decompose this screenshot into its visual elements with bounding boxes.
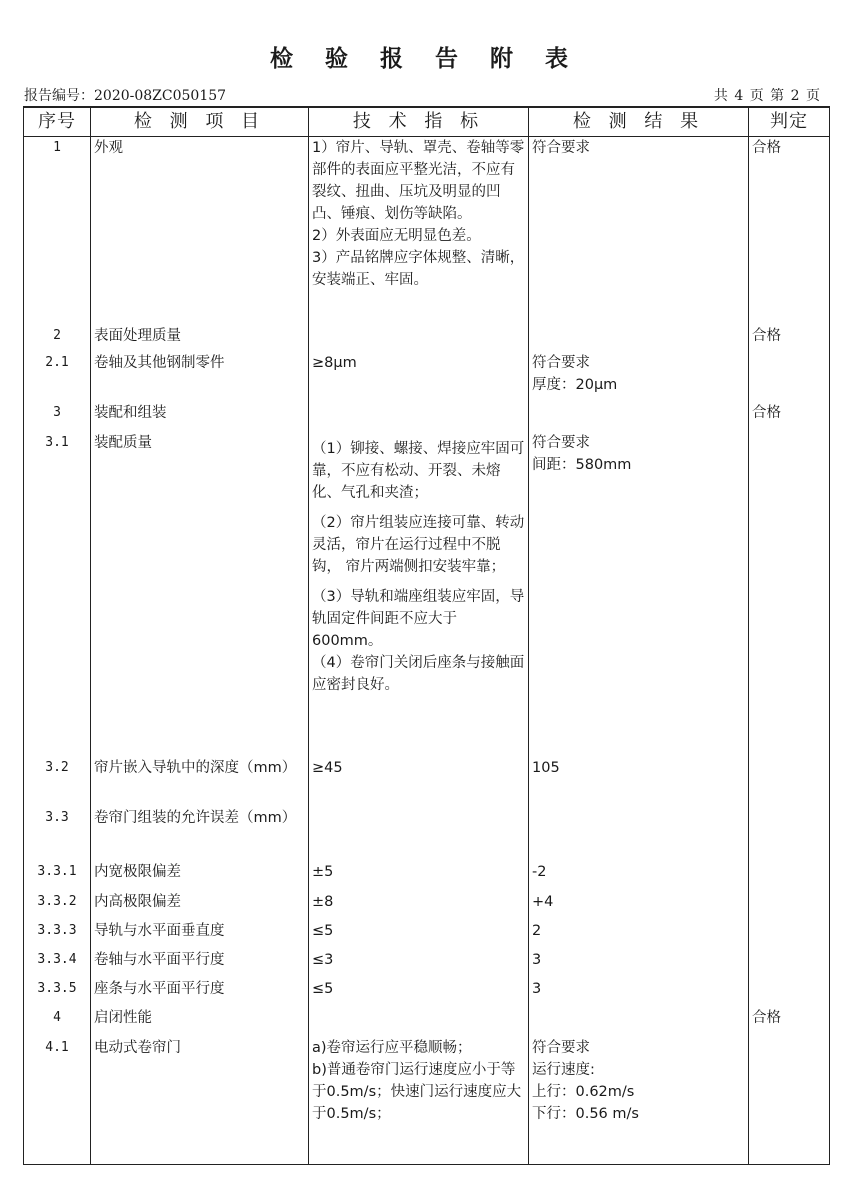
header-result: 检 测 结 果 [529,107,749,137]
header-spec: 技 术 指 标 [309,107,529,137]
row-item: 卷轴与水平面平行度 [91,949,309,978]
row-verdict: 合格 [749,137,830,325]
result-line: 符合要求 [532,354,590,371]
row-item: 帘片嵌入导轨中的深度（mm） [91,757,309,807]
row-item: 内高极限偏差 [91,891,309,920]
row-spec [309,861,529,891]
row-spec [309,352,529,402]
row-number: 3.2 [24,757,91,807]
row-number: 3 [24,402,91,432]
row-item: 卷帘门组装的允许误差（mm） [91,807,309,861]
row-result [529,1037,749,1165]
table-row [24,325,830,352]
spec-line: （1）铆接、螺接、焊接应牢固可靠，不应有松动、开裂、未熔化、气孔和夹渣； [312,440,525,501]
row-verdict: 合格 [749,402,830,432]
row-result [529,891,749,920]
row-verdict [749,432,830,757]
row-item: 电动式卷帘门 [91,1037,309,1165]
row-spec [309,1007,529,1037]
result-line: 上行：0.62m/s [532,1083,635,1100]
row-result [529,757,749,807]
row-verdict [749,757,830,807]
row-number: 2.1 [24,352,91,402]
row-result [529,432,749,757]
table-row [24,432,830,757]
table-row [24,352,830,402]
result-line: 厚度：20μm [532,376,618,393]
row-number: 3.3.5 [24,978,91,1007]
row-spec [309,949,529,978]
table-row [24,757,830,807]
row-spec [309,432,529,757]
row-spec [309,757,529,807]
table-row [24,949,830,978]
row-number: 3.1 [24,432,91,757]
row-verdict: 合格 [749,1007,830,1037]
result-line: +4 [532,893,554,910]
spec-line: ≤5 [312,922,334,939]
row-verdict [749,891,830,920]
page-count: 共 4 页 第 2 页 [713,88,821,104]
table-row [24,1037,830,1165]
row-verdict [749,352,830,402]
table-body [24,137,830,1165]
table-row [24,891,830,920]
row-item: 表面处理质量 [91,325,309,352]
row-verdict [749,807,830,861]
result-line: 3 [532,980,542,997]
row-item: 装配和组装 [91,402,309,432]
spec-line: 2）外表面应无明显色差。 [312,228,481,244]
result-line: -2 [532,863,547,880]
row-item: 内宽极限偏差 [91,861,309,891]
row-verdict: 合格 [749,325,830,352]
row-item: 启闭性能 [91,1007,309,1037]
row-result [529,325,749,352]
table-header-row [24,107,830,137]
table-row [24,807,830,861]
row-item: 卷轴及其他钢制零件 [91,352,309,402]
row-spec [309,807,529,861]
row-item: 导轨与水平面垂直度 [91,920,309,949]
row-item: 座条与水平面平行度 [91,978,309,1007]
spec-line: a)卷帘运行应平稳顺畅； [312,1039,472,1056]
row-number: 3.3.1 [24,861,91,891]
row-result [529,978,749,1007]
result-line: 符合要求 [532,1039,590,1056]
table-row [24,978,830,1007]
spec-line: ≥45 [312,759,343,776]
spec-line: （2）帘片组装应连接可靠、转动灵活，帘片在运行过程中不脱钩， 帘片两端侧扣安装牢靠； [312,514,525,575]
spec-line: 1）帘片、导轨、罩壳、卷轴等零部件的表面应平整光洁，不应有裂纹、扭曲、压坑及明显的凹凸、锤痕、划伤等缺陷。 [312,140,525,222]
row-item: 外观 [91,137,309,325]
spec-line: ≥8μm [312,354,357,371]
row-result [529,137,749,325]
row-result [529,1007,749,1037]
row-spec [309,325,529,352]
row-number: 4 [24,1007,91,1037]
result-line: 3 [532,951,542,968]
row-number: 1 [24,137,91,325]
row-spec [309,137,529,325]
row-spec [309,978,529,1007]
row-spec [309,1037,529,1165]
row-number: 3.3.2 [24,891,91,920]
inspection-table [23,106,830,1165]
spec-line: ±8 [312,893,334,910]
row-result [529,402,749,432]
row-result [529,352,749,402]
table-row [24,402,830,432]
header-no: 序号 [24,107,91,137]
spec-line: 3）产品铭牌应字体规整、清晰，安装端正、牢固。 [312,250,525,288]
row-number: 3.3.3 [24,920,91,949]
spec-line: （3）导轨和端座组装应牢固，导轨固定件间距不应大于600mm。 [312,588,525,649]
row-item: 装配质量 [91,432,309,757]
row-result [529,807,749,861]
table-row [24,920,830,949]
row-result [529,949,749,978]
table-row [24,1007,830,1037]
row-number: 4.1 [24,1037,91,1165]
row-spec [309,891,529,920]
row-spec [309,920,529,949]
table-row [24,137,830,325]
spec-line: ≤5 [312,980,334,997]
report-number: 报告编号：2020-08ZC050157 [24,88,227,104]
row-verdict [749,1037,830,1165]
row-number: 3.3.4 [24,949,91,978]
row-spec [309,402,529,432]
row-result [529,861,749,891]
row-verdict [749,949,830,978]
spec-line: （4）卷帘门关闭后座条与接触面应密封良好。 [312,654,525,693]
page-title: 检 验 报 告 附 表 [269,46,581,72]
spec-line: ±5 [312,863,334,880]
result-line: 符合要求 [532,140,590,156]
table-row [24,861,830,891]
result-line: 2 [532,922,542,939]
result-line: 下行：0.56 m/s [532,1105,639,1122]
row-verdict [749,861,830,891]
spec-line: b)普通卷帘门运行速度应小于等于0.5m/s；快速门运行速度应大于0.5m/s； [312,1061,522,1122]
result-line: 间距：580mm [532,456,632,473]
spec-line: ≤3 [312,951,334,968]
result-line: 符合要求 [532,434,590,451]
row-verdict [749,920,830,949]
row-number: 3.3 [24,807,91,861]
result-line: 105 [532,759,560,776]
header-verdict: 判定 [749,107,830,137]
row-number: 2 [24,325,91,352]
row-verdict [749,978,830,1007]
header-item: 检 测 项 目 [91,107,309,137]
row-result [529,920,749,949]
result-line: 运行速度: [532,1061,595,1078]
